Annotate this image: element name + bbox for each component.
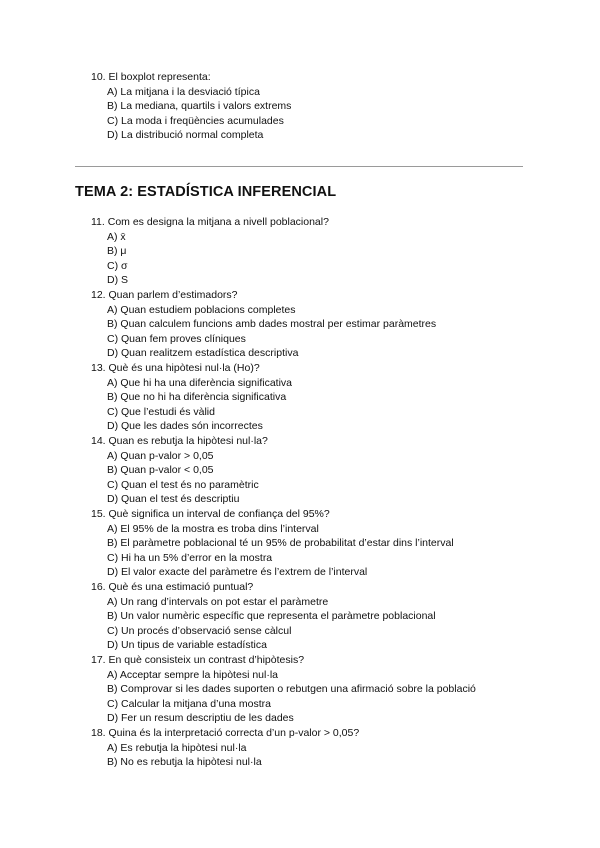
question-text: 12. Quan parlem d’estimadors?: [91, 289, 238, 301]
option-b: B) La mediana, quartils i valors extrems: [107, 100, 292, 113]
option-a: A) Que hi ha una diferència significativa: [107, 376, 293, 389]
option-d: D) La distribució normal completa: [107, 129, 264, 142]
question-text: 18. Quina és la interpretació correcta d’un p-valor > 0,05?: [91, 727, 360, 739]
option-a: A) El 95% de la mostra es troba dins l’interval: [107, 522, 319, 535]
option-b: B) Quan p-valor < 0,05: [107, 464, 214, 477]
option-c: C) Quan fem proves clíniques: [107, 332, 246, 345]
option-a: A) Quan p-valor > 0,05: [107, 449, 214, 462]
question-11: [91, 215, 329, 288]
option-c: C) Que l’estudi és vàlid: [107, 405, 215, 418]
option-c: C) Hi ha un 5% d’error en la mostra: [107, 551, 273, 564]
question-12: [91, 288, 436, 361]
question-text: 16. Què és una estimació puntual?: [91, 581, 254, 593]
option-a: A) Quan estudiem poblacions completes: [107, 303, 296, 316]
question-17: [91, 653, 476, 726]
option-a: A) La mitjana i la desviació típica: [107, 85, 260, 98]
question-13: [91, 361, 292, 434]
question-10: [91, 70, 291, 143]
option-b: B) μ: [107, 245, 127, 258]
question-text: 13. Què és una hipòtesi nul·la (Ho)?: [91, 362, 260, 374]
option-c: C) La moda i freqüències acumulades: [107, 114, 284, 127]
option-b: B) Quan calculem funcions amb dades mostral per estimar paràmetres: [107, 318, 437, 331]
question-text: 15. Què significa un interval de confiança del 95%?: [91, 508, 330, 520]
question-text: 11. Com es designa la mitjana a nivell poblacional?: [91, 216, 329, 228]
question-14: [91, 434, 268, 507]
section-divider: [75, 166, 523, 167]
question-16: [91, 580, 436, 653]
section-title: TEMA 2: ESTADÍSTICA INFERENCIAL: [75, 184, 337, 200]
option-a: A) Acceptar sempre la hipòtesi nul·la: [107, 668, 278, 681]
option-a: A) Un rang d’intervals on pot estar el paràmetre: [107, 595, 329, 608]
option-c: C) Calcular la mitjana d’una mostra: [107, 697, 271, 710]
option-a: A) x̄: [107, 230, 126, 243]
option-b: B) No es rebutja la hipòtesi nul·la: [107, 756, 262, 769]
option-d: D) Fer un resum descriptiu de les dades: [107, 712, 294, 725]
question-text: 10. El boxplot representa:: [91, 71, 211, 83]
option-b: B) El paràmetre poblacional té un 95% de probabilitat d’estar dins l’interval: [107, 537, 454, 550]
option-d: D) S: [107, 274, 128, 287]
question-18: [91, 726, 359, 770]
option-b: B) Comprovar si les dades suporten o rebutgen una afirmació sobre la població: [107, 683, 476, 696]
option-d: D) El valor exacte del paràmetre és l’extrem de l’interval: [107, 566, 368, 579]
option-c: C) σ: [107, 259, 128, 272]
option-c: C) Un procés d’observació sense càlcul: [107, 624, 292, 637]
option-d: D) Quan realitzem estadística descriptiva: [107, 347, 299, 360]
option-d: D) Un tipus de variable estadística: [107, 639, 267, 652]
option-b: B) Un valor numèric específic que representa el paràmetre poblacional: [107, 610, 436, 623]
question-15: [91, 507, 454, 580]
option-c: C) Quan el test és no paramètric: [107, 478, 259, 491]
option-b: B) Que no hi ha diferència significativa: [107, 391, 287, 404]
option-d: D) Quan el test és descriptiu: [107, 493, 240, 506]
question-text: 14. Quan es rebutja la hipòtesi nul·la?: [91, 435, 268, 447]
option-d: D) Que les dades són incorrectes: [107, 420, 263, 433]
option-a: A) Es rebutja la hipòtesi nul·la: [107, 741, 247, 754]
question-text: 17. En què consisteix un contrast d’hipòtesis?: [91, 654, 305, 666]
